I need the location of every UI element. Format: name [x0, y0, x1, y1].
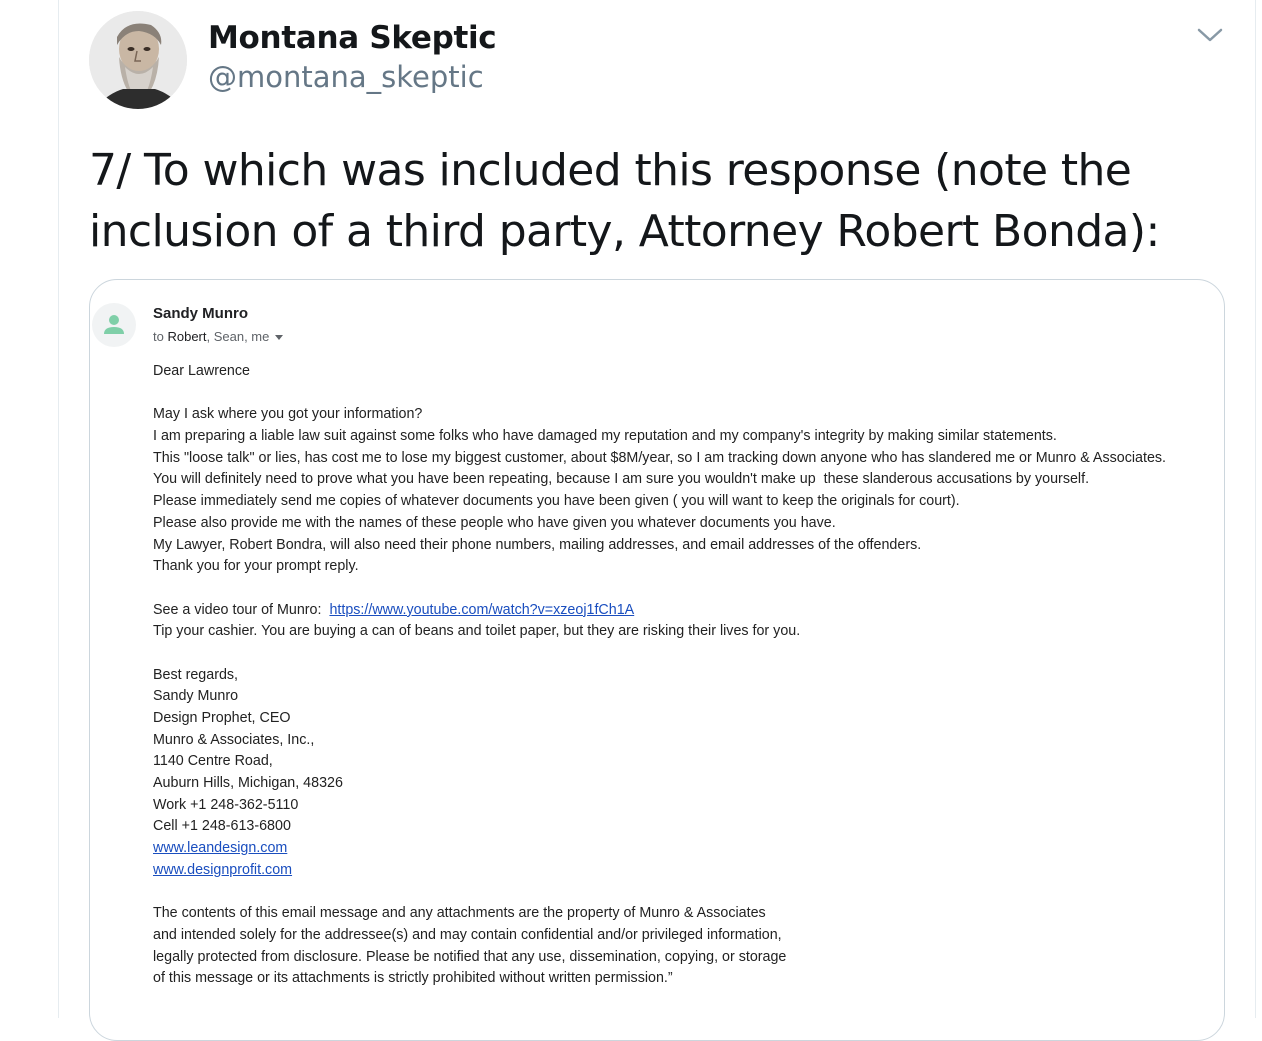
disclaimer-line: of this message or its attachments is strictly prohibited without written permission.” — [153, 970, 673, 987]
body-line: I am preparing a liable law suit against some folks who have damaged my reputation and my company's integrity by making similar statements. — [153, 428, 1057, 445]
video-prefix: See a video tour of Munro: — [153, 601, 330, 618]
tweet-text-line: inclusion of a third party, Attorney Robert Bonda): — [89, 206, 1160, 257]
spacer — [153, 882, 1223, 904]
portrait-image — [89, 11, 187, 109]
email-recipients[interactable] — [153, 329, 283, 344]
author-name[interactable]: Montana Skeptic — [208, 20, 497, 56]
video-line — [153, 600, 1223, 622]
tweet-text-line: 7/ To which was included this response (note the — [89, 145, 1132, 196]
signature-line: 1140 Centre Road, — [153, 753, 273, 770]
tweet-text — [89, 140, 1199, 262]
sender-avatar — [92, 303, 136, 347]
designprofit-link-row — [153, 860, 1223, 882]
spacer — [153, 383, 1223, 405]
disclaimer-line: and intended solely for the addressee(s) and may contain confidential and/or privileged information, — [153, 926, 782, 943]
body-line: My Lawyer, Robert Bondra, will also need their phone numbers, mailing addresses, and email addresses of the offenders. — [153, 536, 922, 553]
signature-line: Work +1 248-362-5110 — [153, 796, 299, 813]
designprofit-link[interactable]: www.designprofit.com — [153, 861, 293, 878]
signature-line: Cell +1 248-613-6800 — [153, 818, 291, 835]
chevron-down-icon[interactable] — [1196, 24, 1224, 46]
spacer — [153, 643, 1223, 665]
disclaimer-line: The contents of this email message and any attachments are the property of Munro & Associates — [153, 905, 766, 922]
body-line: May I ask where you got your information? — [153, 406, 423, 423]
youtube-link[interactable]: https://www.youtube.com/watch?v=xzeoj1fCh1A — [329, 601, 635, 618]
recipients-first: Robert — [167, 329, 207, 344]
signature-line: Auburn Hills, Michigan, 48326 — [153, 775, 343, 792]
body-line: You will definitely need to prove what you have been repeating, because I am sure you wouldn't make up these slanderous accusations by yourself. — [153, 471, 1090, 488]
leandesign-link-row — [153, 838, 1223, 860]
signature-line: Design Prophet, CEO — [153, 710, 291, 726]
body-line: Thank you for your prompt reply. — [153, 558, 359, 575]
email-sender: Sandy Munro — [153, 305, 249, 322]
author-handle[interactable]: @montana_skeptic — [208, 60, 484, 94]
recipients-rest: , Sean, me — [206, 329, 270, 344]
body-line: Please immediately send me copies of whatever documents you have been given ( you will want to keep the originals for court). — [153, 493, 960, 510]
leandesign-link[interactable]: www.leandesign.com — [153, 840, 288, 857]
email-body — [153, 361, 1223, 990]
signature-line: Best regards, — [153, 666, 239, 683]
email-screenshot-image[interactable] — [89, 279, 1225, 1041]
person-icon — [92, 303, 136, 347]
recipients-to: to — [153, 329, 168, 344]
caret-down-icon[interactable] — [275, 335, 283, 340]
tip-line: Tip your cashier. You are buying a can of beans and toilet paper, but they are risking their lives for you. — [153, 623, 801, 640]
spacer — [153, 578, 1223, 600]
disclaimer-line: legally protected from disclosure. Please be notified that any use, dissemination, copying, or storage — [153, 948, 787, 965]
signature-line: Sandy Munro — [153, 688, 239, 705]
email-greeting: Dear Lawrence — [153, 363, 250, 379]
body-line: Please also provide me with the names of these people who have given you whatever documents you have. — [153, 514, 836, 531]
body-line: This "loose talk" or lies, has cost me to lose my biggest customer, about $8M/year, so I am tracking down anyone who has slandered me or Munro & Associates. — [153, 449, 1167, 466]
author-avatar[interactable] — [89, 11, 187, 109]
signature-line: Munro & Associates, Inc., — [153, 731, 315, 748]
